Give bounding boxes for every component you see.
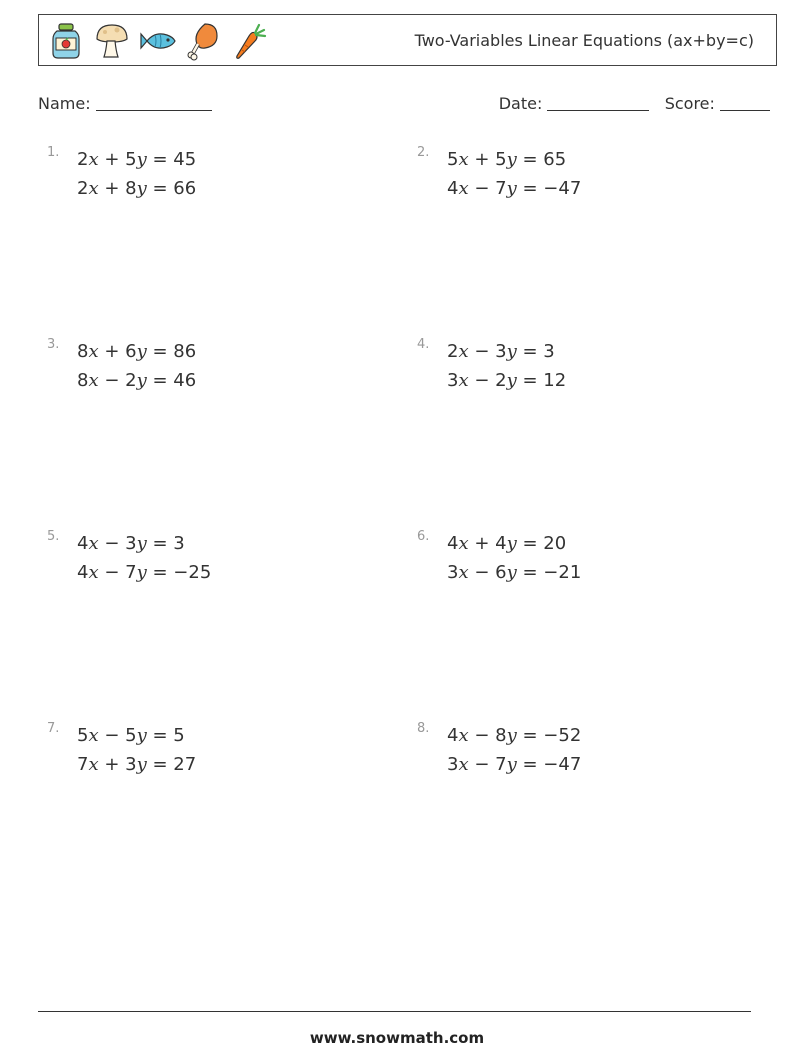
equation-2 — [447, 754, 581, 775]
score-blank[interactable] — [720, 94, 770, 111]
problem-4 — [417, 337, 717, 417]
coef-b: 5 — [495, 149, 507, 170]
worksheet-title: Two-Variables Linear Equations (ax+by=c) — [414, 31, 754, 50]
coef-a: 3 — [447, 562, 459, 583]
operator: − — [98, 370, 126, 391]
var-y: y — [506, 562, 517, 583]
coef-b: 2 — [125, 370, 137, 391]
equals: = — [516, 754, 544, 775]
var-y: y — [136, 725, 147, 746]
var-y: y — [506, 178, 517, 199]
var-x: x — [458, 533, 469, 554]
var-y: y — [136, 533, 147, 554]
var-x: x — [88, 149, 99, 170]
constant: 12 — [543, 370, 567, 391]
equals: = — [146, 149, 174, 170]
equation-2 — [447, 562, 581, 583]
var-x: x — [88, 725, 99, 746]
equation-2 — [77, 370, 196, 391]
equation-1 — [77, 725, 185, 746]
operator: − — [468, 754, 496, 775]
mushroom-icon — [93, 21, 131, 61]
var-y: y — [506, 370, 517, 391]
operator: + — [468, 149, 496, 170]
coef-b: 8 — [495, 725, 507, 746]
var-y: y — [506, 149, 517, 170]
var-x: x — [88, 533, 99, 554]
coef-a: 4 — [77, 562, 89, 583]
header-icons — [47, 21, 269, 61]
coef-a: 3 — [447, 370, 459, 391]
coef-a: 7 — [77, 754, 89, 775]
problem-number: 8. — [417, 721, 430, 736]
equals: = — [516, 178, 544, 199]
equation-1 — [447, 149, 566, 170]
problem-number: 4. — [417, 337, 430, 352]
equals: = — [516, 149, 544, 170]
var-x: x — [88, 341, 99, 362]
var-x: x — [458, 341, 469, 362]
var-x: x — [458, 370, 469, 391]
constant: 3 — [173, 533, 185, 554]
var-x: x — [88, 370, 99, 391]
problem-number: 6. — [417, 529, 430, 544]
coef-b: 6 — [495, 562, 507, 583]
constant: −21 — [543, 562, 582, 583]
operator: − — [468, 178, 496, 199]
coef-a: 4 — [447, 533, 459, 554]
coef-a: 5 — [77, 725, 89, 746]
operator: − — [468, 370, 496, 391]
var-y: y — [506, 725, 517, 746]
equation-1 — [77, 149, 196, 170]
coef-b: 4 — [495, 533, 507, 554]
coef-a: 8 — [77, 341, 89, 362]
operator: + — [468, 533, 496, 554]
constant: −47 — [543, 178, 582, 199]
coef-b: 5 — [125, 149, 137, 170]
equals: = — [146, 370, 174, 391]
constant: 3 — [543, 341, 555, 362]
var-x: x — [88, 754, 99, 775]
constant: −47 — [543, 754, 582, 775]
var-y: y — [136, 370, 147, 391]
coef-b: 2 — [495, 370, 507, 391]
equals: = — [146, 533, 174, 554]
operator: + — [98, 341, 126, 362]
var-y: y — [136, 562, 147, 583]
var-x: x — [458, 178, 469, 199]
coef-b: 7 — [495, 754, 507, 775]
problem-8 — [417, 721, 717, 801]
operator: + — [98, 754, 126, 775]
footer-url: www.snowmath.com — [309, 1029, 485, 1047]
var-y: y — [136, 178, 147, 199]
name-blank[interactable] — [96, 94, 212, 111]
operator: − — [468, 562, 496, 583]
constant: 5 — [173, 725, 185, 746]
coef-a: 2 — [77, 178, 89, 199]
problem-3 — [47, 337, 347, 417]
equation-2 — [77, 562, 211, 583]
coef-b: 6 — [125, 341, 137, 362]
equation-2 — [77, 178, 196, 199]
equals: = — [146, 725, 174, 746]
problem-number: 5. — [47, 529, 60, 544]
coef-b: 7 — [125, 562, 137, 583]
equals: = — [146, 341, 174, 362]
coef-a: 4 — [447, 725, 459, 746]
problem-2 — [417, 145, 717, 225]
var-y: y — [506, 754, 517, 775]
name-label: Name: — [38, 94, 91, 113]
coef-a: 2 — [447, 341, 459, 362]
problem-6 — [417, 529, 717, 609]
equation-2 — [77, 754, 196, 775]
problem-5 — [47, 529, 347, 609]
operator: − — [98, 725, 126, 746]
operator: − — [468, 341, 496, 362]
worksheet-header — [38, 14, 777, 66]
problem-7 — [47, 721, 347, 801]
constant: −25 — [173, 562, 212, 583]
equation-1 — [77, 533, 185, 554]
operator: + — [98, 178, 126, 199]
problem-number: 2. — [417, 145, 430, 160]
coef-b: 3 — [495, 341, 507, 362]
operator: + — [98, 149, 126, 170]
var-y: y — [136, 754, 147, 775]
equals: = — [516, 341, 544, 362]
var-y: y — [506, 341, 517, 362]
jar-icon — [47, 21, 85, 61]
var-x: x — [458, 754, 469, 775]
equals: = — [146, 754, 174, 775]
equals: = — [516, 533, 544, 554]
coef-a: 8 — [77, 370, 89, 391]
date-blank[interactable] — [547, 94, 649, 111]
date-score-fields — [499, 94, 770, 113]
constant: 65 — [543, 149, 567, 170]
coef-b: 7 — [495, 178, 507, 199]
var-x: x — [458, 725, 469, 746]
coef-a: 5 — [447, 149, 459, 170]
equation-1 — [77, 341, 196, 362]
problem-1 — [47, 145, 347, 225]
coef-b: 3 — [125, 754, 137, 775]
constant: 46 — [173, 370, 197, 391]
coef-b: 8 — [125, 178, 137, 199]
operator: − — [468, 725, 496, 746]
date-label: Date: — [498, 94, 543, 113]
equation-1 — [447, 533, 566, 554]
constant: −52 — [543, 725, 582, 746]
operator: − — [98, 562, 126, 583]
name-field — [38, 94, 212, 113]
equals: = — [516, 562, 544, 583]
coef-a: 4 — [77, 533, 89, 554]
operator: − — [98, 533, 126, 554]
coef-a: 4 — [447, 178, 459, 199]
constant: 86 — [173, 341, 197, 362]
var-x: x — [88, 562, 99, 583]
constant: 66 — [173, 178, 197, 199]
var-x: x — [458, 149, 469, 170]
var-y: y — [136, 149, 147, 170]
problem-number: 7. — [47, 721, 60, 736]
score-label: Score: — [664, 94, 715, 113]
var-x: x — [88, 178, 99, 199]
equation-1 — [447, 341, 555, 362]
drumstick-icon — [185, 21, 223, 61]
constant: 45 — [173, 149, 197, 170]
fish-icon — [139, 21, 177, 61]
coef-a: 2 — [77, 149, 89, 170]
equation-2 — [447, 178, 581, 199]
constant: 27 — [173, 754, 197, 775]
var-y: y — [136, 341, 147, 362]
problem-number: 1. — [47, 145, 60, 160]
equals: = — [146, 562, 174, 583]
footer-divider — [38, 1011, 751, 1012]
coef-b: 5 — [125, 725, 137, 746]
equation-2 — [447, 370, 566, 391]
equation-1 — [447, 725, 581, 746]
var-x: x — [458, 562, 469, 583]
coef-b: 3 — [125, 533, 137, 554]
equals: = — [146, 178, 174, 199]
coef-a: 3 — [447, 754, 459, 775]
constant: 20 — [543, 533, 567, 554]
problem-number: 3. — [47, 337, 60, 352]
carrot-icon — [231, 21, 269, 61]
var-y: y — [506, 533, 517, 554]
equals: = — [516, 725, 544, 746]
equals: = — [516, 370, 544, 391]
